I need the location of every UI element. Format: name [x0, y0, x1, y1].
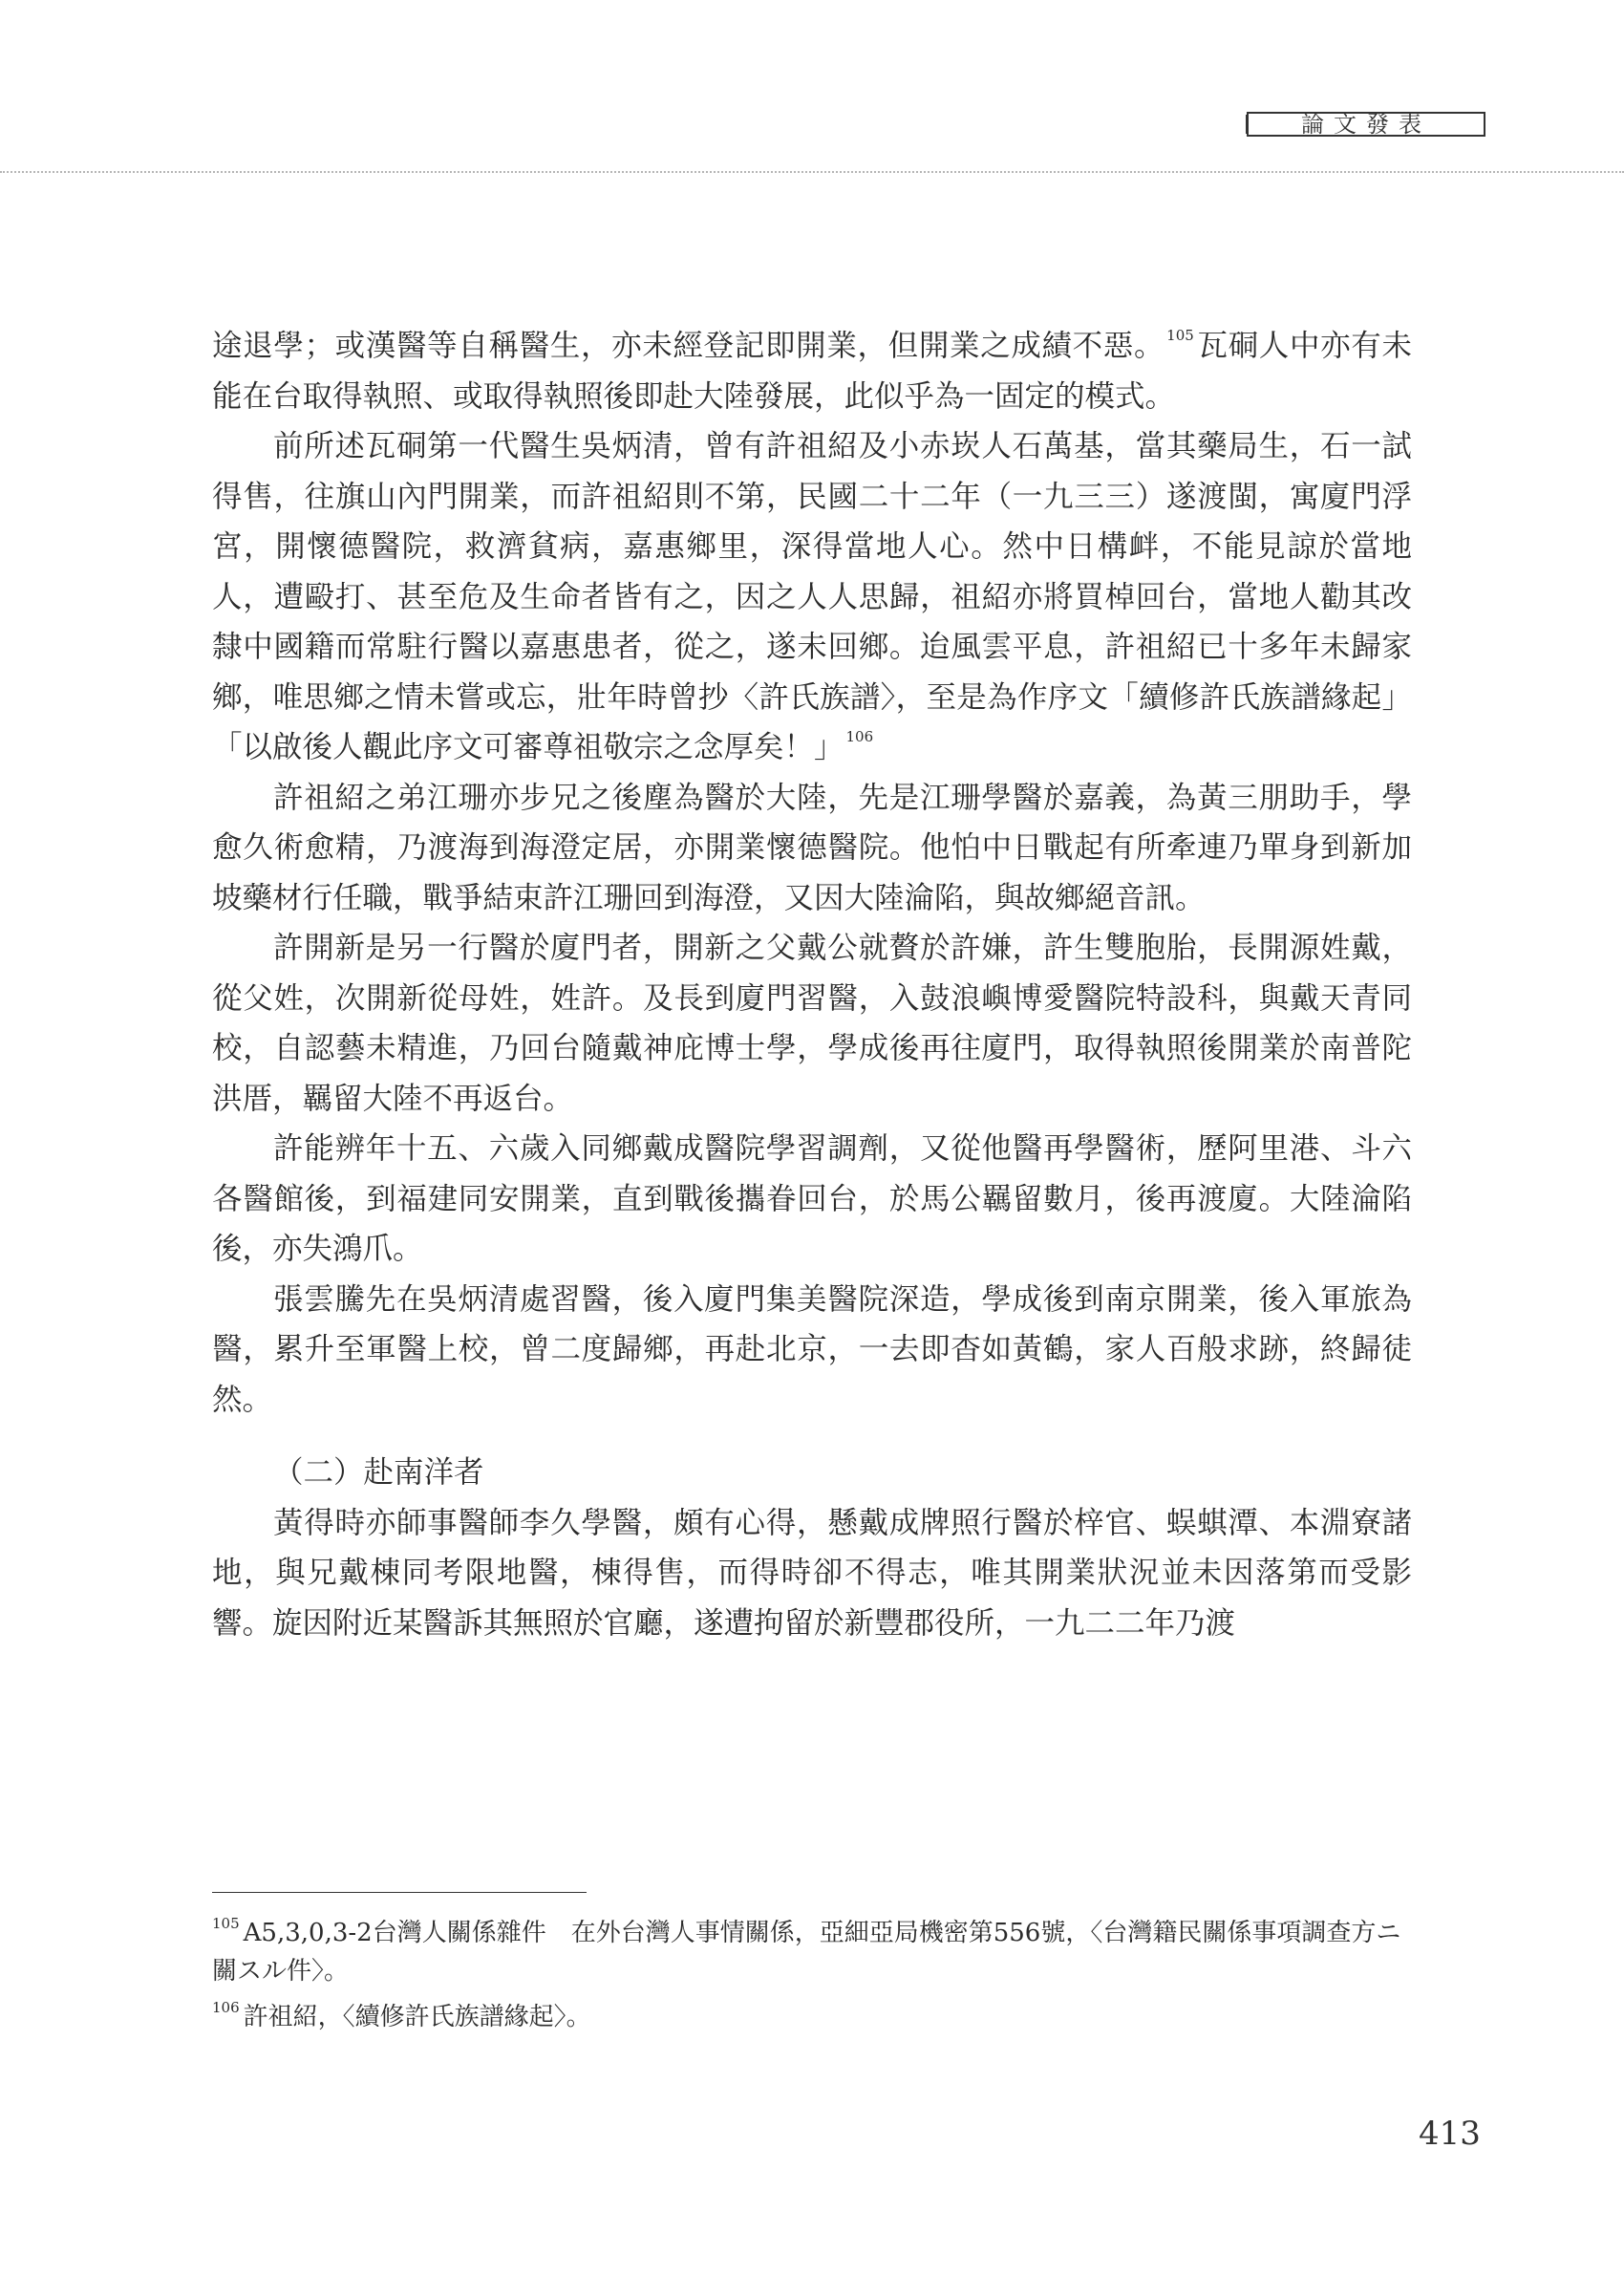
footnote-105 [212, 1914, 1416, 1990]
paragraph-3: 許祖紹之弟江珊亦步兄之後塵為醫於大陸，先是江珊學醫於嘉義，為黃三朋助手，學愈久術愈精，乃渡海到海澄定居，亦開業懷德醫院。他怕中日戰起有所牽連乃單身到新加坡藥材行任職，戰爭結束許江珊回到海澄，又因大陸淪陷，與故鄉絕音訊。 [212, 780, 1412, 915]
main-text [212, 321, 1412, 1648]
footnote-ref-105[interactable]: 105 [1166, 327, 1194, 344]
paragraph-5: 許能辨年十五、六歲入同鄉戴成醫院學習調劑，又從他醫再學醫術，歷阿里港、斗六各醫館後，到福建同安開業，直到戰後攜眷回台，於馬公羈留數月，後再渡廈。大陸淪陷後，亦失鴻爪。 [212, 1131, 1412, 1266]
footnote-text: 許祖紹，〈續修許氏族譜緣起〉。 [243, 2003, 591, 2031]
footnote-number: 105 [212, 1915, 240, 1932]
footnote-106 [212, 1998, 1416, 2036]
footnote-number: 106 [212, 1999, 240, 2016]
paragraph-4: 許開新是另一行醫於廈門者，開新之父戴公就贅於許嫌，許生雙胞胎，長開源姓戴，從父姓，次開新從母姓，姓許。及長到廈門習醫，入鼓浪嶼博愛醫院特設科，與戴天青同校，自認藝未精進，乃回台隨戴神庇博士學，學成後再往廈門，取得執照後開業於南普陀洪厝，羈留大陸不再返台。 [212, 931, 1412, 1116]
page-number: 413 [1419, 2115, 1481, 2153]
footnote-ref-106[interactable]: 106 [845, 728, 874, 745]
section-heading: （二）赴南洋者 [273, 1455, 484, 1490]
paragraph-2: 前所述瓦硐第一代醫生吳炳清，曾有許祖紹及小赤崁人石萬基，當其藥局生，石一試得售，往旗山內門開業，而許祖紹則不第，民國二十二年（一九三三）遂渡閩，寓廈門浮宮，開懷德醫院，救濟貧病，嘉惠鄉里，深得當地人心。然中日構衅，不能見諒於當地人，遭毆打、甚至危及生命者皆有之，因之人人思歸，祖紹亦將買棹回台，當地人勸其改隸中國籍而常駐行醫以嘉惠患者，從之，遂未回鄉。迨風雲平息，許祖紹已十多年未歸家鄉，唯思鄉之情未嘗或忘，壯年時曾抄〈許氏族譜〉，至是為作序文「續修許氏族譜緣起」「以啟後人觀此序文可審尊祖敬宗之念厚矣！」 $^{106}$ [212, 429, 1412, 764]
header-divider [0, 171, 1624, 173]
paragraph-1: 途退學；或漢醫等自稱醫生，亦未經登記即開業，但開業之成績不惡。 $^{105}$瓦硐人中亦有未能在台取得執照、或取得執照後即赴大陸發展，此似乎為一固定的模式。 [212, 327, 1412, 414]
footnotes [212, 1914, 1416, 2044]
paragraph-7: 黃得時亦師事醫師李久學醫，頗有心得，懸戴成牌照行醫於梓官、蜈蜞潭、本淵寮諸地，與兄戴棟同考限地醫，棟得售，而得時卻不得志，唯其開業狀況並未因落第而受影響。旋因附近某醫訴其無照於官廳，遂遭拘留於新豐郡役所，一九二二年乃渡 [212, 1505, 1412, 1641]
footnote-text: A5,3,0,3-2台灣人關係雜件 在外台灣人事情關係，亞細亞局機密第556號，〈台灣籍民關係事項調查方ニ關スル件〉。 [212, 1919, 1401, 1986]
paragraph-6: 張雲騰先在吳炳清處習醫，後入廈門集美醫院深造，學成後到南京開業，後入軍旅為醫，累升至軍醫上校，曾二度歸鄉，再赴北京，一去即杳如黃鶴，家人百般求跡，終歸徒然。 [212, 1281, 1412, 1417]
footnote-divider [212, 1892, 587, 1893]
section-label: 論文發表 [1247, 112, 1485, 137]
